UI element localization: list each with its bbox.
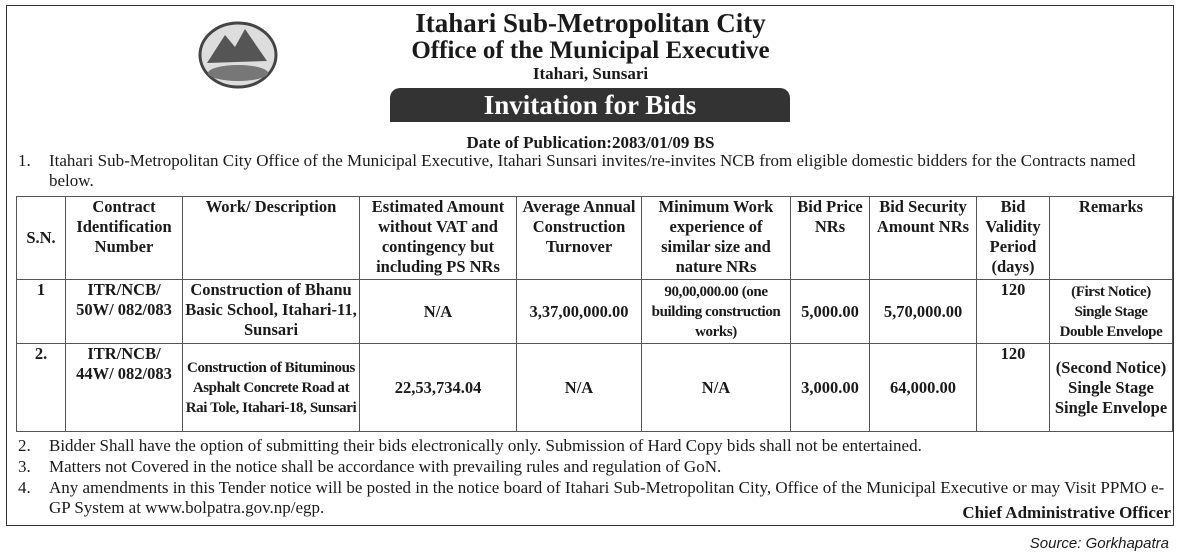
note-num: 3.	[18, 457, 31, 476]
org-name: Itahari Sub-Metropolitan City	[415, 8, 766, 38]
cell-bid-price: 5,000.00	[791, 280, 870, 344]
note-text: Matters not Covered in the notice shall be accordance with prevailing rules and regulation of GoN.	[49, 457, 722, 476]
th-experience: Minimum Work experience of similar size and nature NRs	[642, 197, 791, 280]
cell-bid-security: 5,70,000.00	[870, 280, 977, 344]
th-work: Work/ Description	[183, 197, 360, 280]
th-validity: Bid Validity Period (days)	[977, 197, 1050, 280]
cell-sn: 2.	[17, 344, 66, 432]
cell-remarks: (Second Notice) Single Stage Single Envelope	[1050, 344, 1173, 432]
th-bid-security: Bid Security Amount NRs	[870, 197, 977, 280]
cell-estimated: 22,53,734.04	[360, 344, 517, 432]
note-num: 2.	[18, 436, 31, 455]
cell-turnover: N/A	[517, 344, 642, 432]
intro-num: 1.	[18, 151, 31, 170]
cell-contract-id: ITR/NCB/ 50W/ 082/083	[66, 280, 183, 344]
cell-turnover: 3,37,00,000.00	[517, 280, 642, 344]
cell-sn: 1	[17, 280, 66, 344]
banner-title: Invitation for Bids	[390, 88, 790, 122]
note-text: Bidder Shall have the option of submitting their bids electronically only. Submission of Hard Copy bids shall not be entertained.	[49, 436, 922, 455]
note-text: Any amendments in this Tender notice will be posted in the notice board of Itahari Sub-Metropolitan City, Office of the Municipal Executive or may Visit PPMO e-GP System at www.bolpatra.gov.np/egp.	[49, 478, 1165, 517]
cell-validity: 120	[977, 344, 1050, 432]
table-row	[17, 280, 1173, 344]
cell-work: Construction of Bituminous Asphalt Concrete Road at Rai Tole, Itahari-18, Sunsari	[183, 344, 360, 432]
table-header-row	[17, 197, 1173, 280]
th-remarks: Remarks	[1050, 197, 1173, 280]
cell-contract-id: ITR/NCB/ 44W/ 082/083	[66, 344, 183, 432]
location: Itahari, Sunsari	[532, 64, 649, 83]
intro-text: Itahari Sub-Metropolitan City Office of the Municipal Executive, Itahari Sunsari invites/re-invites NCB from eligible domestic bidders for the Contracts named below.	[49, 151, 1136, 190]
source-credit: Source: Gorkhapatra	[1029, 535, 1169, 552]
signature: Chief Administrative Officer	[962, 503, 1171, 522]
bids-table	[16, 196, 1173, 432]
cell-work: Construction of Bhanu Basic School, Itahari-11, Sunsari	[183, 280, 360, 344]
cell-experience: 90,00,000.00 (one building construction works)	[642, 280, 791, 344]
th-estimated: Estimated Amount without VAT and contingency but including PS NRs	[360, 197, 517, 280]
cell-remarks: (First Notice) Single Stage Double Envelope	[1050, 280, 1173, 344]
note-num: 4.	[18, 478, 31, 497]
th-turnover: Average Annual Construction Turnover	[517, 197, 642, 280]
publication-date: Date of Publication:2083/01/09 BS	[466, 133, 715, 152]
cell-validity: 120	[977, 280, 1050, 344]
th-sn: S.N.	[17, 197, 66, 280]
cell-estimated: N/A	[360, 280, 517, 344]
cell-bid-security: 64,000.00	[870, 344, 977, 432]
cell-experience: N/A	[642, 344, 791, 432]
th-contract-id: Contract Identification Number	[66, 197, 183, 280]
office-name: Office of the Municipal Executive	[411, 37, 770, 64]
cell-bid-price: 3,000.00	[791, 344, 870, 432]
th-bid-price: Bid Price NRs	[791, 197, 870, 280]
table-row	[17, 344, 1173, 432]
